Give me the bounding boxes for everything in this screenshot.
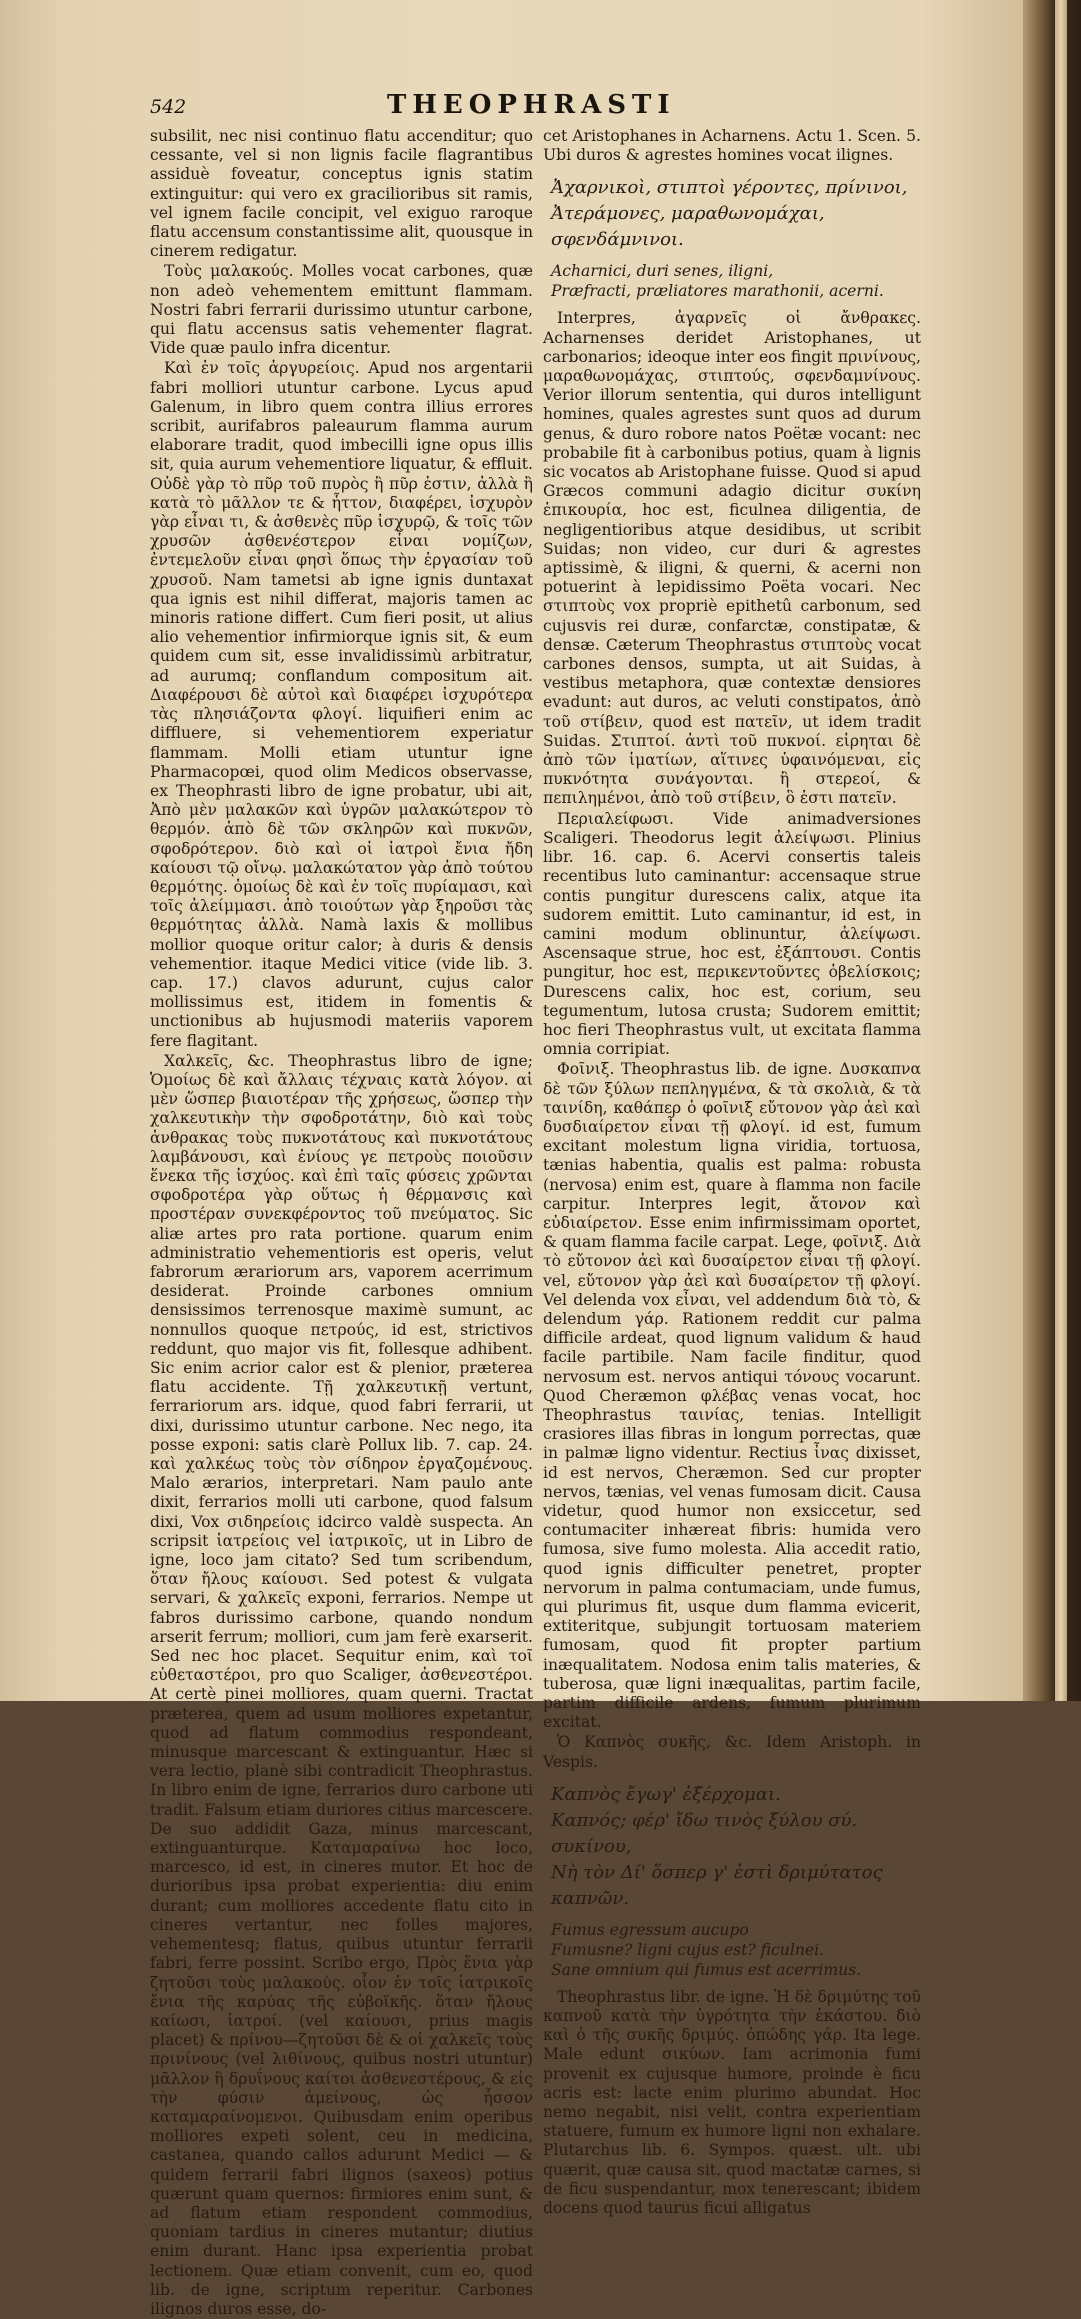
paragraph: subsilit, nec nisi continuo flatu accenditur; quo cessante, vel si non lignis facile flagrantibus assiduè foveatur, conceptus ignis statim extinguitur: qui vero ex gracilioribus sit ramis, vel ignem facile concipit, vel exiguo raroque flatu accensum constantissime alit, quousque in cinerem redigatur. [150, 127, 533, 261]
verse-line-latin: Fumusne? ligni cujus est? ficulnei. [551, 1940, 825, 1959]
paragraph: Theophrastus libr. de igne. Ἡ δὲ δριμύτης τοῦ καπνοῦ κατὰ τὴν ὑγρότητα τὴν ἑκάστου. διὸ καὶ ὁ τῆς συκῆς δριμύς. ὀπώδης γάρ. Ita lege. Male edunt σικύων. Iam acrimonia fumi provenit ex cujusque humore, proinde è ficu acris est: lacte enim plurimo abundat. Hoc nemo negabit, nisi velit, contra experientiam statuere, fumum ex humore ligni non exhalare. Plutarchus lib. 6. Sympos. quæst. ult. ubi quærit, quæ causa sit, quod mactatæ carnes, si de ficu suspendantur, mox tenerescant; ibidem docens quod taurus ficui alligatus [543, 1987, 921, 2218]
verse-line-greek: Καπνὸς ἔγωγ' ἐξέρχομαι. [551, 1783, 781, 1805]
paragraph: Φοῖνιξ. Theophrastus lib. de igne. Δυσκαπνα δὲ τῶν ξύλων πεπληγμένα, & τὰ σκολιὰ, & τὰ ταινίδη, καθάπερ ὁ φοῖνιξ εὔτονον γὰρ ἀεὶ καὶ δυσδιαίρετον εἶναι τῇ φλογί. id est, fumum excitant molestum ligna viridia, tortuosa, tænias habentia, qualis est palma: robusta (nervosa) enim est, quare à flamma non facile carpitur. Interpres legit, ἄτονον καὶ εὐδιαίρετον. Esse enim infirmissimam oportet, & quam flamma facile carpat. Lege, φοῖνιξ. Διὰ τὸ εὔτονον ἀεὶ καὶ δυσαίρετον εἶναι τῇ φλογί. vel, εὔτονον γὰρ ἀεὶ καὶ δυσαίρετον τῇ φλογί. Vel delenda vox εἶναι, vel addendum διὰ τὸ, & delendum γάρ. Rationem reddit cur palma difficile ardeat, quod lignum validum & haud facile partibile. Nam facile finditur, quod nervosum est. nervos antiqui τόνους vocarunt. Quod Cheræmon φλέβας venas vocat, hoc Theophrastus ταινίας, tenias. Intelligit crasiores illas fibras in longum porrectas, quæ in palmæ ligno videntur. Rectius ἶνας dixisset, id est nervos, Cheræmon. Sed cur propter nervos, tænias, vel venas fumosam dicit. Causa videtur, quod humor non exsiccetur, sed contumaciter inhæreat fibris: humida vero fumosa, sive fumo molesta. Alia accedit ratio, quod ignis difficulter penetret, propter nervorum in palma contumaciam, unde fumus, qui plurimus fit, usque dum flamma evicerit, extiteritque, subjungit tortuosam materiem fumosam, quod fit propter partium inæqualitatem. Nodosa enim talis materies, & tuberosa, quæ ligni inæqualitas, partim facile, partim difficile ardens, fumum plurimum excitat. [543, 1060, 921, 1732]
paragraph: Περιαλείφωσι. Vide animadversiones Scaligeri. Theodorus legit ἀλείψωσι. Plinius libr. 16. cap. 6. Acervi consertis taleis recentibus luto caminantur: accensaque strue contis pungitur durescens calix, atque ita sudorem emittit. Luto caminantur, id est, in camini modum oblinuntur, ἀλείψωσι. Ascensaque strue, hoc est, ἐξάπτουσι. Contis pungitur, hoc est, περικεντοῦντες ὀβελίσκοις; Durescens calix, hoc est, corium, seu tegumentum, lutosa crusta; Sudorem emittit; hoc fieri Theophrastus vult, ut excitata flamma omnia corripiat. [543, 809, 921, 1059]
running-title: THEOPHRASTI [387, 90, 676, 120]
verse-line-greek: Καπνός; φέρ' ἴδω τινὸς ξύλου σύ. συκίνου, [551, 1809, 858, 1857]
verse-line-latin: Sane omnium qui fumus est acerrimus. [551, 1960, 862, 1979]
paragraph: Τοὺς μαλακούς. Molles vocat carbones, quæ non adeò vehementem emittunt flammam. Nostri fabri ferrarii durissimo utuntur carbone, qui flatu accensus satis vehementer flagrat. Vide quæ paulo infra dicentur. [150, 262, 533, 358]
verse-quotation [543, 1782, 921, 1980]
verse-line-latin: Fumus egressum aucupo [551, 1920, 749, 1939]
paragraph: Ὁ Καπνὸς συκῆς, &c. Idem Aristoph. in Vespis. [543, 1733, 921, 1771]
book-gutter [1023, 0, 1081, 1701]
left-column [150, 127, 533, 2318]
verse-line-latin: Præfracti, præliatores marathonii, acerni. [551, 282, 884, 301]
verse-line-greek: Ἀχαρνικοὶ, στιπτοὶ γέροντες, πρίνινοι, [551, 177, 908, 199]
verse-line-greek: Νὴ τὸν Δί' ὅσπερ γ' ἐστὶ δριμύτατος καπνῶν. [551, 1861, 883, 1909]
paragraph: Interpres, ἀγαρνεῖς οἱ ἄνθρακες. Acharnenses deridet Aristophanes, ut carbonarios; ideoque inter eos fingit πρινίνους, μαραθωνομάχας, στιπτούς, σφενδαμνίνους. Verior illorum sententia, qui duros intelligunt homines, quales agrestes sunt quos ad durum genus, & duro robore natos Poëtæ vocant: nec probabile fit à carbonibus potius, quam à lignis sic vocatos ab Aristophane fuisse. Quod si apud Græcos communi adagio dicitur συκίνη ἐπικουρία, hoc est, ficulnea diligentia, de negligentioribus atque desidibus, ut scribit Suidas; non video, cur duri & agrestes aptissimè, & iligni, & querni, & acerni non potuerint à lepidissimo Poëta vocari. Nec στιπτοὺς vox propriè epithetû carbonum, sed cujusvis rei duræ, confarctæ, constipatæ, & densæ. Cæterum Theophrastus στιπτοὺς vocat carbones densos, sumpta, ut ait Suidas, à vestibus metaphora, quæ contextæ densiores evadunt: aut duros, ac veluti constipatos, ἀπὸ τοῦ στίβειν, quod est πατεῖν, ut idem tradit Suidas. Στιπτοί. ἀντὶ τοῦ πυκνοί. εἰρηται δὲ ἀπὸ τῶν ἱματίων, αἵτινες ὑφαινόμεναι, εἰς πυκνότητα συνάγονται. ἢ στερεοί, & πεπιλημένοι, ἀπὸ τοῦ στίβειν, ὃ ἐστι πατεῖν. [543, 309, 921, 808]
verse-quotation [543, 175, 921, 301]
verse-line-greek: Ἀτεράμονες, μαραθωνομάχαι, σφενδάμνινοι. [551, 203, 825, 251]
right-column [543, 127, 921, 2218]
paragraph: Καὶ ἐν τοῖς ἀργυρείοις. Apud nos argentarii fabri molliori utuntur carbone. Lycus apud Galenum, in libro quem contra illius errores scribit, aurifabros paleaurum flamma aurum elaborare tradit, quod imbecilli igne opus illis sit, quia aurum vehementiore liquatur, & effluit. Οὐδὲ γὰρ τὸ πῦρ τοῦ πυρὸς ἢ πῦρ ἐστιν, ἀλλὰ ἢ κατὰ τὸ μᾶλλον τε & ἧττον, διαφέρει, ἰσχυρὸν γὰρ εἶναι τι, & ἀσθενὲς πῦρ ἰσχυρῷ, & τοῖς τῶν χρυσῶν ἀσθενέστερον εἶναι νομίζων, ἐντεμελοῦν εἶναι φησὶ ὅπως τὴν ἐργασίαν τοῦ χρυσοῦ. Nam tametsi ab igne ignis duntaxat qua ignis est nihil differat, majoris tamen ac minoris ratione differt. Cum fieri posit, ut alius alio vehementior infirmiorque ignis sit, & eum quidem cum sit, esse invalidissimù arbitratur, ad aurumq; conflandum compositum ait. Διαφέρουσι δὲ αὐτοὶ καὶ διαφέρει ἰσχυρότερα τὰς πλησιάζοντα φλογί. liquifieri enim ac diffluere, si vehementiorem experiatur flammam. Molli etiam utuntur igne Pharmacopœi, quod olim Medicos observasse, ex Theophrasti libro de igne probatur, ubi ait, Ἀπὸ μὲν μαλακῶν καὶ ὑγρῶν μαλακώτερον τὸ θερμόν. ἀπὸ δὲ τῶν σκληρῶν καὶ πυκνῶν, σφοδρότερον. διὸ καὶ οἱ ἰατροὶ ἔνια ἤδη καίουσι τῷ οἴνῳ. μαλακώτατον γὰρ ἀπὸ τούτου θερμότης. ὁμοίως δὲ καὶ ἐν τοῖς πυρίαμασι, καὶ τοῖς ἀλείμμασι. ἀπὸ τοιούτων γὰρ ξηροῦσι τὰς θερμότητας ἀλλὰ. Namà laxis & mollibus mollior quoque oritur calor; à duris & densis vehementior. itaque Medici vitice (vide lib. 3. cap. 17.) clavos adurunt, cujus calor mollissimus est, itidem in fomentis & unctionibus ab hujusmodi materiis vaporem fere flagitant. [150, 359, 533, 1050]
paragraph: Χαλκεῖς, &c. Theophrastus libro de igne; Ὁμοίως δὲ καὶ ἄλλαις τέχναις κατὰ λόγον. αἱ μὲν ὥσπερ βιαιοτέραν τῆς χρήσεως, ὥσπερ τὴν χαλκευτικὴν τὴν σφοδροτάτην, διὸ καὶ τοὺς ἀνθρακας τοὺς πυκνοτάτους καὶ πυκνοτάτους λαμβάνουσι, καὶ ἐνίους γε πετροὺς ποιοῦσιν ἕνεκα τῆς ἰσχύος. καὶ ἐπὶ ταῖς φύσεις χρῶνται σφοδροτέρα γὰρ οὕτως ἡ θέρμανσις καὶ προστέραν συνεκφέροντος τοῦ πνεύματος. Sic aliæ artes pro rata portione. quarum enim administratio vehementioris est operis, velut fabrorum ærariorum ars, vaporem acerrimum desiderat. Proinde carbones omnium densissimos terrenosque maximè sumunt, ac nonnullos quoque πετρούς, id est, strictivos reddunt, quo major vis fit, follesque adhibent. Sic enim acrior calor est & plenior, præterea flatu accidente. Τῇ χαλκευτικῇ vertunt, ferrariorum ars. idque, quod fabri ferrarii, ut dixi, durissimo utuntur carbone. Nec nego, ita posse exponi: satis clarè Pollux lib. 7. cap. 24. καὶ χαλκέως τοὺς τὸν σίδηρον ἐργαζομένους. Malo ærarios, interpretari. Nam paulo ante dixit, ferrarios molli uti carbone, quod falsum dixi, Vox σιδηρείοις idcirco valdè suspecta. An scripsit ἰατρείοις vel ἰατρικοῖς, ut in Libro de igne, loco jam citato? Sed tum scribendum, ὅταν ἤλους καίουσι. Sed potest & vulgata servari, & χαλκεῖς exponi, ferrarios. Nempe ut fabros durissimo carbone, quando nondum arserit ferrum; molliori, cum jam ferè exarserit. Sed nec hoc placet. Sequitur enim, καὶ τοῖ εὐθεταστέροι, pro quo Scaliger, ἀσθενεστέροι. At certè pinei molliores, quam querni. Tractat præterea, quem ad usum molliores expetantur, quod ad flatum commodius respondeant, minusque marcescant & extinguantur. Hæc si vera lectio, planè sibi contradicit Theophrastus. In libro enim de igne, ferrarios duro carbone uti tradit. Falsum etiam duriores citius marcescere. De suo addidit Gaza, minus marcescant, extinguanturque. Καταμαραίνω hoc loco, marcesco, id est, in cineres mutor. Et hoc de durioribus ipsa probat experientia: diu enim durant; cum molliores accedente flatu cito in cineres vertantur, nec folles majores, vehementesq; flatus, quibus utuntur ferrarii fabri, ferre possint. Scribo ergo, Πρὸς ἔνια γὰρ ζητοῦσι τοὺς μαλακούς. οἷον ἐν τοῖς ἰατρικοῖς ἔνια τῆς καρύας τῆς εὐβοϊκῆς. ὅταν ἤλους καίωσι, ἰατροί. (vel καίουσι, prius magis placet) & πρίνου—ζητοῦσι δὲ & οἱ χαλκεῖς τοὺς πρινίνους (vel λιθίνους, quibus nostri utuntur) μᾶλλον ἢ δρυΐνους καίτοι ἀσθενεστέρους, & εἰς τὴν φύσιν ἀμείνους, ὡς ἧσσον καταμαραίνομενοι. Quibusdam enim operibus molliores expeti solent, ceu in medicina, castanea, quando callos adurunt Medici — & quidem ferrarii fabri ilignos (saxeos) potius quærunt quam quernos: firmiores enim sunt, & ad flatum etiam respondent commodius, quoniam tardius in cineres mutantur; diutius enim durant. Hanc ipsa experientia probat lectionem. Quæ etiam convenit, cum eo, quod lib. de igne, scriptum reperitur. Carbones ilignos duros esse, do- [150, 1051, 533, 2318]
page-number: 542 [150, 96, 187, 118]
running-head [150, 90, 980, 126]
verse-line-latin: Acharnici, duri senes, iligni, [551, 262, 774, 281]
page-edge [1055, 0, 1067, 1701]
paragraph: cet Aristophanes in Acharnens. Actu 1. Scen. 5. Ubi duros & agrestes homines vocat ilignes. [543, 127, 921, 165]
